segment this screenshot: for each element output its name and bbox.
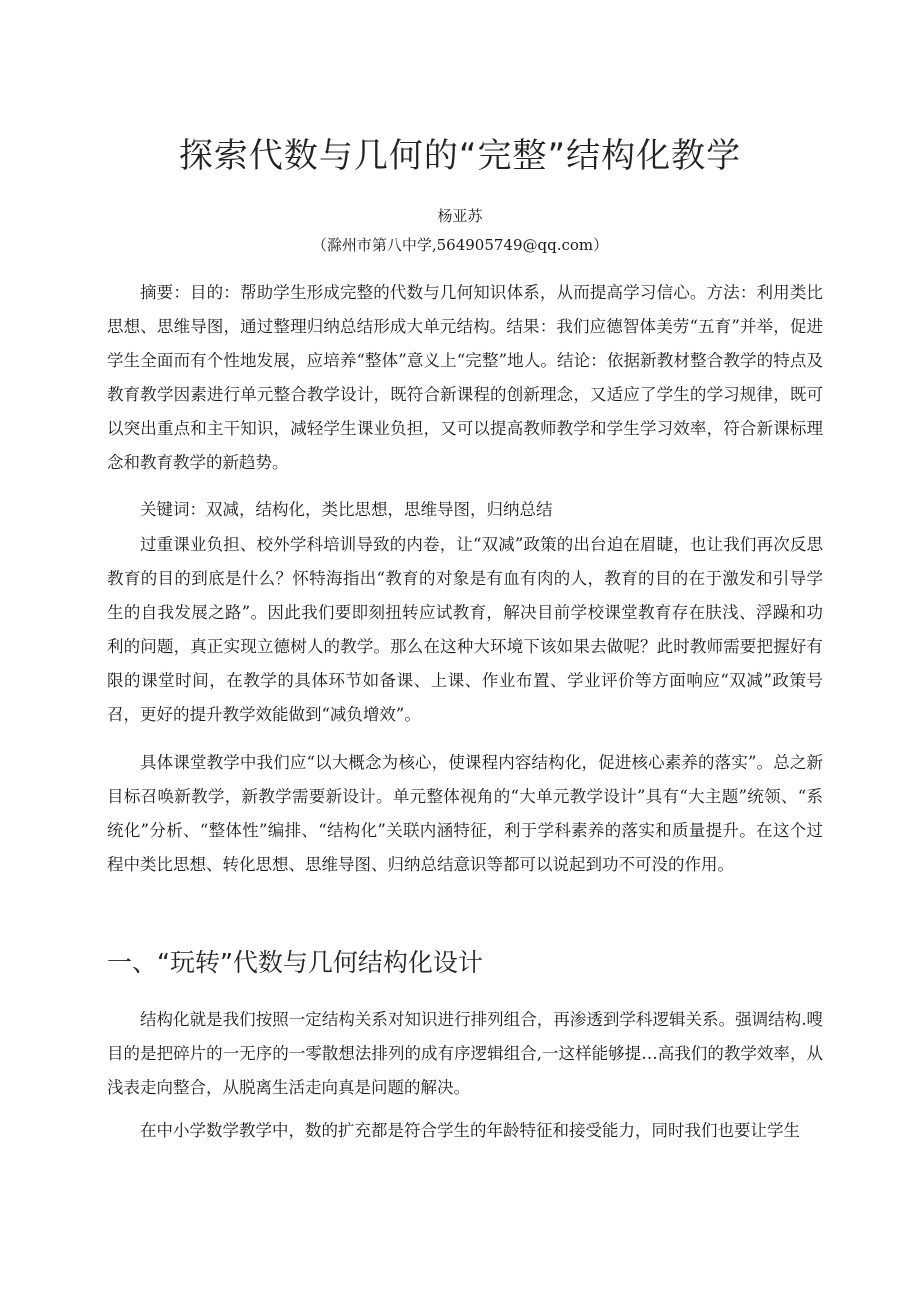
abstract-paragraph: 摘要：目的：帮助学生形成完整的代数与几何知识体系，从而提高学习信心。方法：利用类比思想、思维导图，通过整理归纳总结形成大单元结构。结果：我们应德智体美劳“五育”并举，促进学生全面而有个性地发展，应培养“整体”意义上“完整”地人。结论：依据新教材整合教学的特点及教育教学因素进行单元整合教学设计，既符合新课程的创新理念，又适应了学生的学习规律，既可以突出重点和主干知识，减轻学生课业负担，又可以提高教师教学和学生学习效率，符合新课标理念和教育教学的新趋势。 [107,283,823,472]
section-1-paragraph-2: 在中小学数学教学中，数的扩充都是符合学生的年龄特征和接受能力，同时我们也要让学生 [140,1121,800,1140]
section-1-heading: 一、“玩转”代数与几何结构化设计 [107,948,483,977]
intro-paragraph-1: 过重课业负担、校外学科培训导致的内卷，让“双减”政策的出台迫在眉睫，也让我们再次反思教育的目的到底是什么？怀特海指出“教育的对象是有血有肉的人，教育的目的在于激发和引导学生的自我发展之路”。因此我们要即刻扭转应试教育，解决目前学校课堂教育存在肤浅、浮躁和功利的问题，真正实现立德树人的教学。那么在这种大环境下该如果去做呢？此时教师需要把握好有限的课堂时间，在教学的具体环节如备课、上课、作业布置、学业评价等方面响应“双减”政策号召，更好的提升教学效能做到“减负增效”。 [107,535,823,724]
keywords-line: 关键词：双减，结构化，类比思想，思维导图，归纳总结 [140,500,553,519]
author-affiliation: （滁州市第八中学,564905749@qq.com） [311,236,609,254]
intro-paragraph-2: 具体课堂教学中我们应“以大概念为核心，使课程内容结构化，促进核心素养的落实”。总之新目标召唤新教学，新教学需要新设计。单元整体视角的“大单元教学设计”具有“大主题”统领、“系统化”分析、“整体性”编排、“结构化”关联内涵特征，利于学科素养的落实和质量提升。在这个过程中类比思想、转化思想、思维导图、归纳总结意识等都可以说起到功不可没的作用。 [107,753,823,874]
author-name: 杨亚苏 [437,207,483,225]
document-title: 探索代数与几何的“完整”结构化教学 [178,136,742,176]
section-1-paragraph-1: 结构化就是我们按照一定结构关系对知识进行排列组合，再渗透到学科逻辑关系。强调结构.嗖目的是把碎片的一无序的一零散想法排列的成有序逻辑组合,一这样能够提…高我们的教学效率，从浅表走向整合，从脱离生活走向真是问题的解决。 [107,1010,823,1097]
